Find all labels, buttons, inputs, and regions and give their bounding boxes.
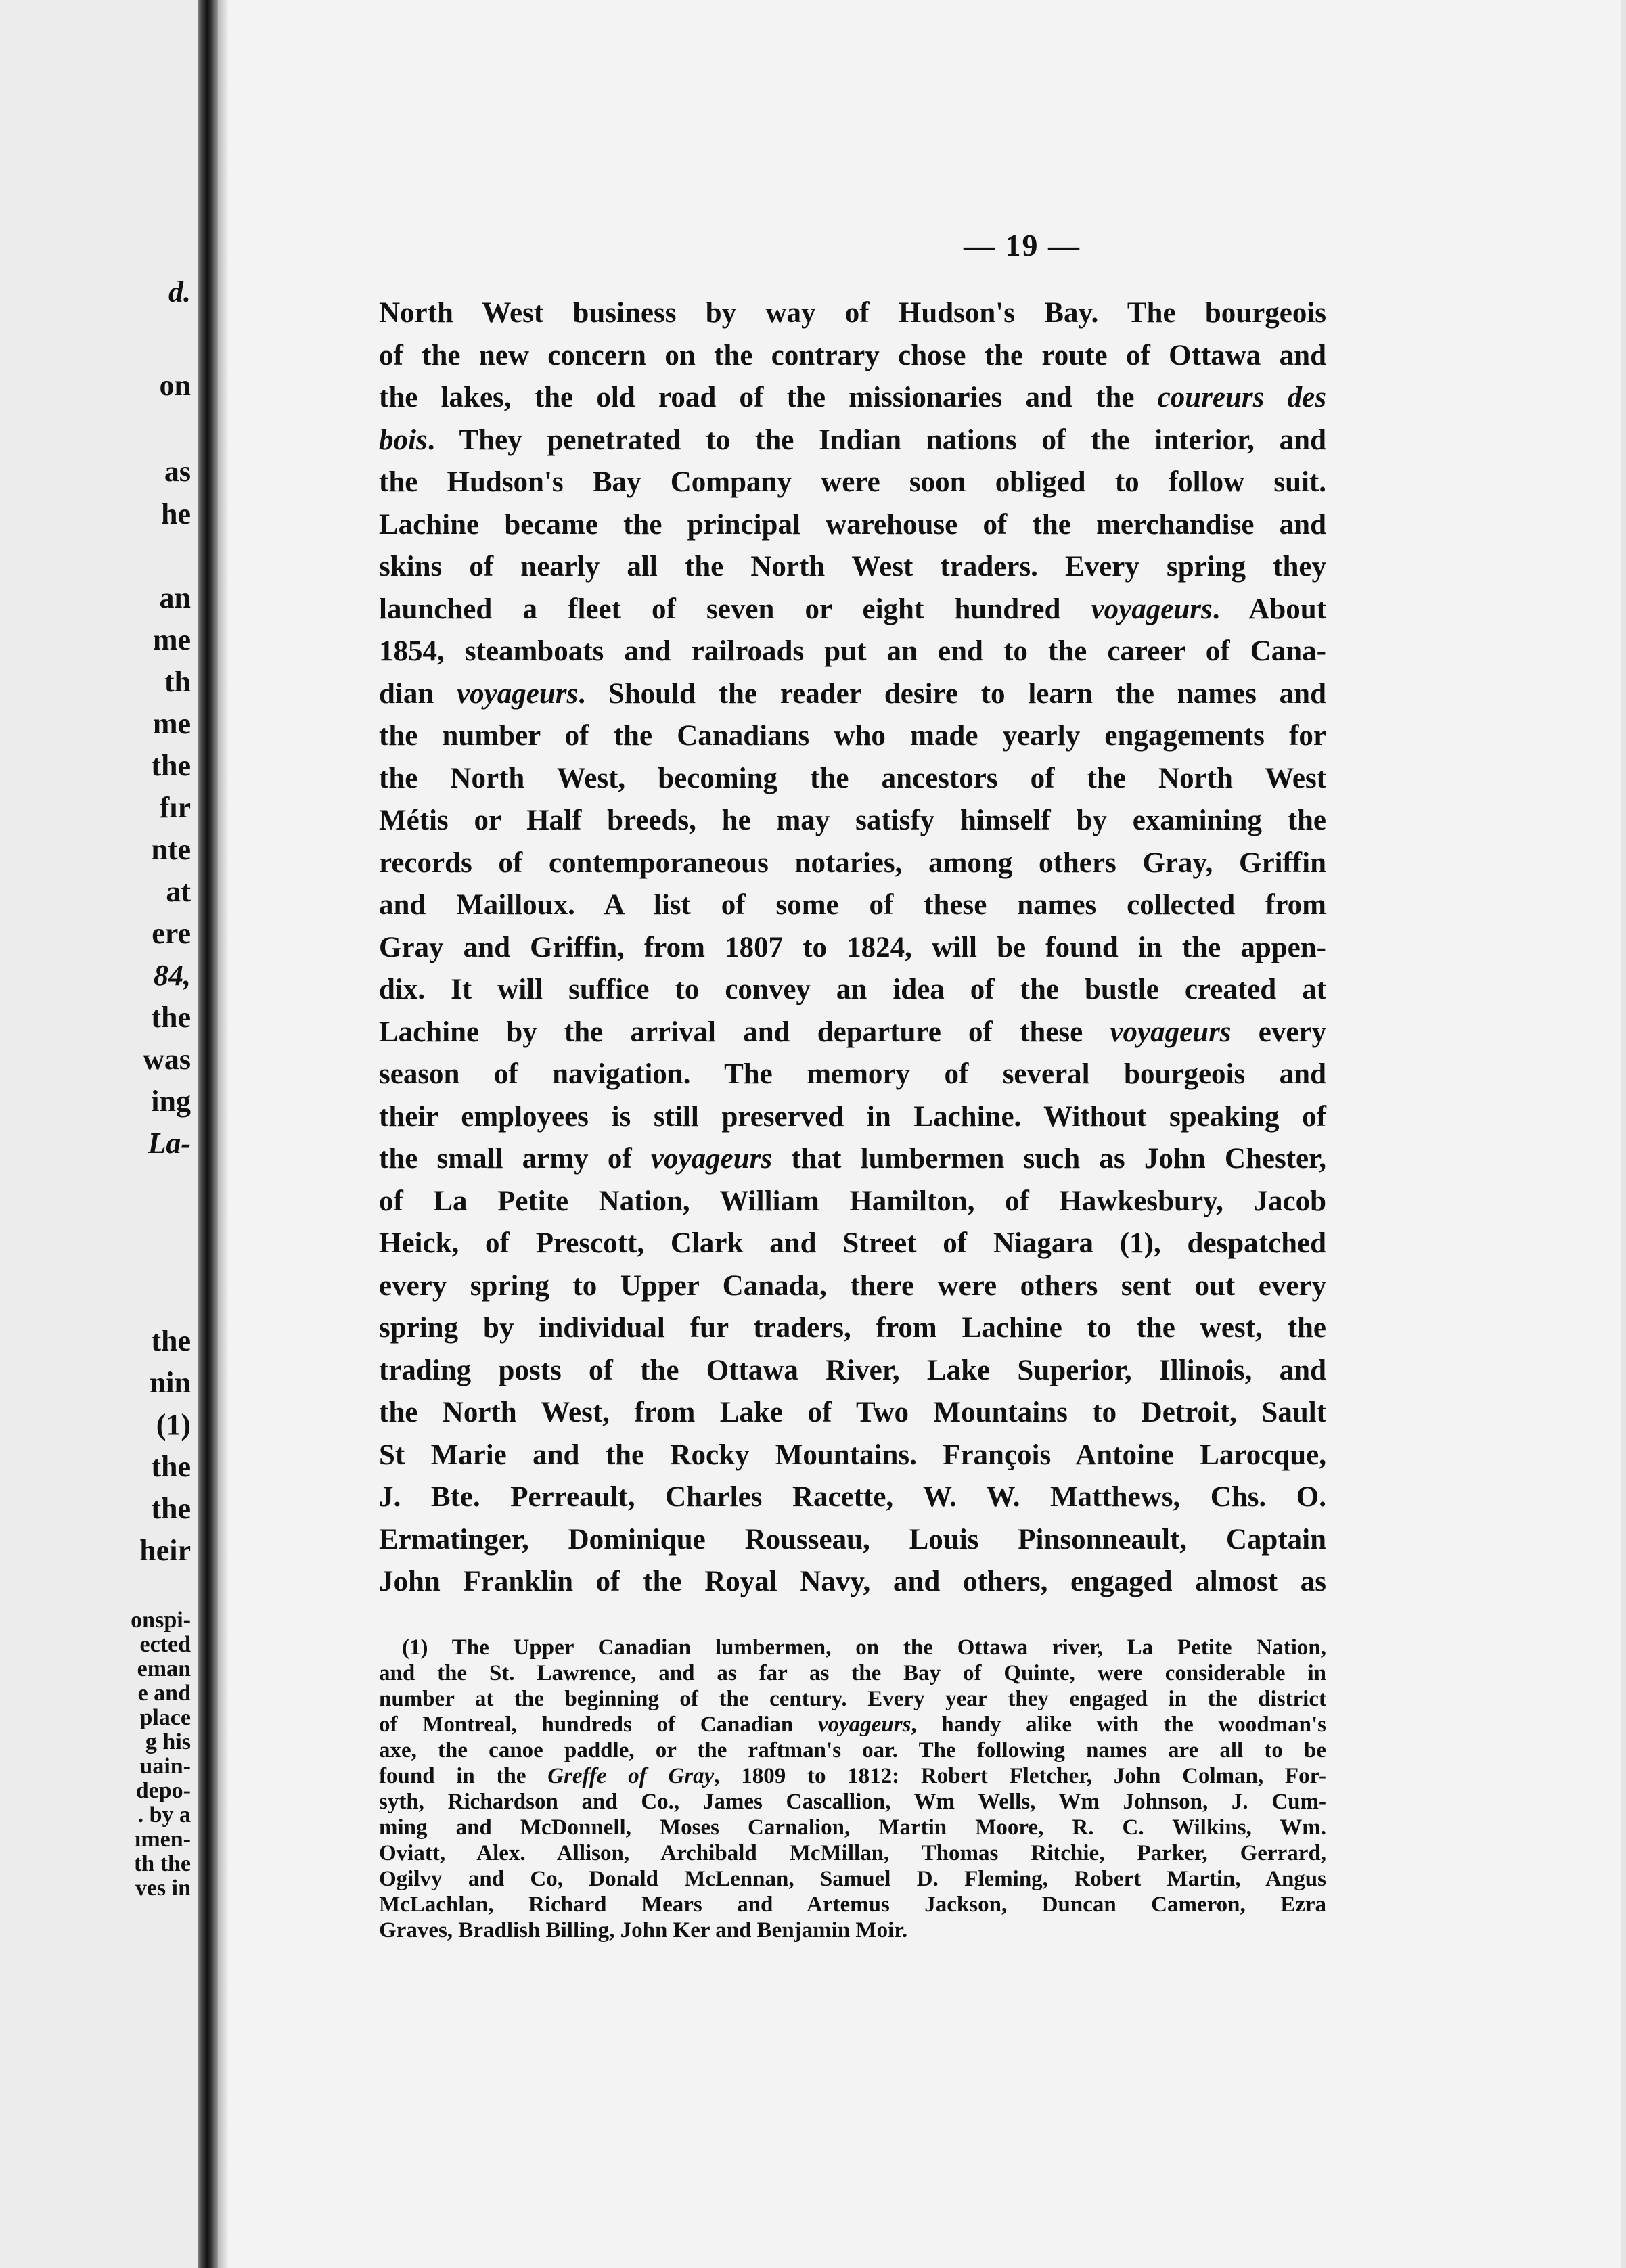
text-line: North West business by way of Hudson's Bay. The bourgeois xyxy=(379,297,1326,329)
footnote-line: (1) The Upper Canadian lumbermen, on the Ottawa river, La Petite Nation, xyxy=(402,1635,1326,1660)
facing-page-fragment: th the xyxy=(133,1851,191,1876)
text-line: bois. They penetrated to the Indian nations of the interior, and xyxy=(379,424,1326,456)
facing-page-fragment: as xyxy=(164,455,191,488)
footnote-line: of Montreal, hundreds of Canadian voyageurs, handy alike with the woodman's xyxy=(379,1713,1327,1737)
text-line: season of navigation. The memory of several bourgeois and xyxy=(379,1058,1326,1090)
book-gutter xyxy=(198,0,218,2268)
facing-page-fragment: the xyxy=(151,1001,191,1034)
text-line: their employees is still preserved in Lachine. Without speaking of xyxy=(379,1100,1326,1133)
facing-page-fragment: he xyxy=(161,497,191,530)
text-line: John Franklin of the Royal Navy, and others, engaged almost as xyxy=(379,1566,1326,1597)
page-edge xyxy=(1621,0,1626,2268)
page-number: — 19 — xyxy=(964,228,1081,263)
facing-page-fragment: the xyxy=(151,1450,191,1483)
text-line: trading posts of the Ottawa River, Lake Superior, Illinois, and xyxy=(379,1354,1326,1386)
text-line: 1854, steamboats and railroads put an end to the career of Cana- xyxy=(379,635,1326,667)
text-line: launched a fleet of seven or eight hundred voyageurs. About xyxy=(379,593,1326,625)
text-line: the North West, becoming the ancestors of the North West xyxy=(379,762,1326,794)
facing-page-fragment: d. xyxy=(168,275,191,309)
facing-page-fragment: on xyxy=(159,369,191,402)
facing-page-fragment: depo- xyxy=(135,1778,191,1803)
text-line: the Hudson's Bay Company were soon obliged to follow suit. xyxy=(379,466,1326,498)
footnote-line: Ogilvy and Co, Donald McLennan, Samuel D. Fleming, Robert Martin, Angus xyxy=(379,1867,1326,1891)
text-line: St Marie and the Rocky Mountains. François Antoine Larocque, xyxy=(379,1438,1326,1471)
text-line: Lachine by the arrival and departure of these voyageurs every xyxy=(379,1016,1326,1048)
text-line: and Mailloux. A list of some of these names collected from xyxy=(379,889,1326,921)
footnote-line: Graves, Bradlish Billing, John Ker and Benjamin Moir. xyxy=(379,1918,908,1943)
text-line: Heick, of Prescott, Clark and Street of Niagara (1), despatched xyxy=(379,1227,1326,1259)
facing-page-fragment: an xyxy=(159,581,191,614)
facing-page-fragment: me xyxy=(152,707,191,740)
facing-page-fragment: me xyxy=(152,623,191,656)
footnote xyxy=(379,1635,1326,1943)
text-line: Ermatinger, Dominique Rousseau, Louis Pinsonneault, Captain xyxy=(379,1523,1326,1556)
text-line: J. Bte. Perreault, Charles Racette, W. W. Matthews, Chs. O. xyxy=(379,1481,1326,1513)
facing-page-fragment: onspi- xyxy=(131,1608,191,1633)
facing-page-fragment: ing xyxy=(151,1085,191,1118)
text-line: of La Petite Nation, William Hamilton, of Hawkesbury, Jacob xyxy=(379,1185,1326,1217)
facing-page-fragment: the xyxy=(151,1324,191,1357)
footnote-line: number at the beginning of the century. Every year they engaged in the district xyxy=(379,1687,1326,1711)
facing-page-fragment: heir xyxy=(139,1534,191,1567)
footnote-line: and the St. Lawrence, and as far as the Bay of Quinte, were considerable in xyxy=(379,1661,1326,1685)
facing-page-fragment: . by a xyxy=(137,1802,191,1828)
gutter-shadow xyxy=(218,0,229,2268)
footnote-line: axe, the canoe paddle, or the raftman's oar. The following names are all to be xyxy=(379,1738,1326,1763)
text-line: Lachine became the principal warehouse of the merchandise and xyxy=(379,508,1326,541)
text-line: records of contemporaneous notaries, among others Gray, Griffin xyxy=(379,846,1326,879)
facing-page-fragment: g his xyxy=(145,1729,191,1754)
facing-page-fragment: ere xyxy=(152,917,191,950)
facing-page-fragment: uain- xyxy=(139,1754,191,1779)
facing-page xyxy=(0,0,198,2268)
text-line: spring by individual fur traders, from Lachine to the west, the xyxy=(379,1312,1326,1344)
footnote-line: Oviatt, Alex. Allison, Archibald McMillan, Thomas Ritchie, Parker, Gerrard, xyxy=(379,1841,1326,1865)
text-line: every spring to Upper Canada, there were others sent out every xyxy=(379,1269,1326,1302)
facing-page-fragment: ves in xyxy=(135,1876,191,1901)
facing-page-fragment: the xyxy=(151,1492,191,1525)
text-line: dix. It will suffice to convey an idea of the bustle created at xyxy=(379,974,1326,1005)
facing-page-text-fragments xyxy=(35,0,191,2268)
facing-page-fragment: e and xyxy=(137,1681,191,1706)
text-line: the North West, from Lake of Two Mountains to Detroit, Sault xyxy=(379,1397,1326,1428)
facing-page-fragment: was xyxy=(143,1043,191,1076)
footnote-line: syth, Richardson and Co., James Cascallion, Wm Wells, Wm Johnson, J. Cum- xyxy=(379,1790,1326,1814)
facing-page-fragment: the xyxy=(151,749,191,782)
facing-page-fragment: at xyxy=(166,875,191,908)
facing-page-fragment: (1) xyxy=(156,1408,191,1441)
text-line: Gray and Griffin, from 1807 to 1824, will be found in the appen- xyxy=(379,931,1326,963)
text-line: skins of nearly all the North West traders. Every spring they xyxy=(379,551,1326,583)
facing-page-fragment: nin xyxy=(149,1366,191,1399)
text-line: of the new concern on the contrary chose the route of Ottawa and xyxy=(379,339,1326,371)
facing-page-fragment: fır xyxy=(159,791,191,824)
facing-page-fragment: ected xyxy=(139,1632,191,1657)
facing-page-fragment: th xyxy=(164,665,191,698)
facing-page-fragment: eman xyxy=(137,1656,191,1681)
footnote-line: ming and McDonnell, Moses Carnalion, Martin Moore, R. C. Wilkins, Wm. xyxy=(379,1815,1326,1840)
facing-page-fragment: nte xyxy=(151,833,191,866)
facing-page-fragment: ımen- xyxy=(134,1827,191,1852)
footnote-line: McLachlan, Richard Mears and Artemus Jackson, Duncan Cameron, Ezra xyxy=(379,1892,1326,1917)
text-line: the small army of voyageurs that lumbermen such as John Chester, xyxy=(379,1143,1326,1175)
facing-page-fragment: place xyxy=(139,1705,191,1730)
facing-page-fragment: La- xyxy=(148,1127,191,1160)
text-line: dian voyageurs. Should the reader desire to learn the names and xyxy=(379,677,1326,710)
text-line: Métis or Half breeds, he may satisfy himself by examining the xyxy=(379,804,1326,836)
book-page xyxy=(229,0,1626,2268)
body-text xyxy=(379,292,1326,1604)
text-line: the lakes, the old road of the missionaries and the coureurs des xyxy=(379,382,1326,413)
footnote-line: found in the Greffe of Gray, 1809 to 1812: Robert Fletcher, John Colman, For- xyxy=(379,1764,1326,1788)
text-line: the number of the Canadians who made yearly engagements for xyxy=(379,720,1326,752)
facing-page-fragment: 84, xyxy=(154,959,191,992)
